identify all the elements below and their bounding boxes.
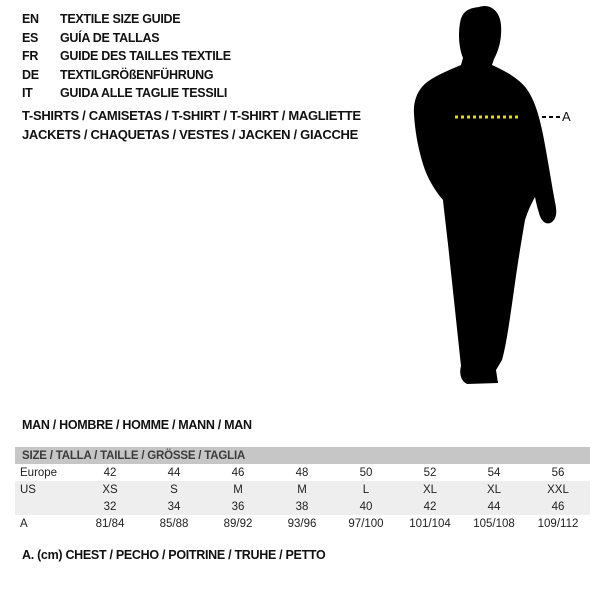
table-cell: 46 — [231, 466, 245, 479]
language-row — [22, 29, 231, 48]
language-name: GUÍA DE TALLAS — [60, 30, 160, 45]
table-cell: 52 — [423, 466, 437, 479]
table-row — [15, 481, 590, 498]
table-row — [15, 464, 590, 481]
table-cell: 38 — [295, 500, 309, 513]
table-cell: XXL — [547, 483, 569, 496]
table-cell: 105/108 — [473, 517, 515, 530]
language-code: DE — [22, 67, 39, 82]
table-cell: 44 — [487, 500, 501, 513]
language-row — [22, 10, 231, 29]
table-cell: 50 — [359, 466, 373, 479]
table-cell: 89/92 — [223, 517, 253, 530]
category-line-jackets: JACKETS / CHAQUETAS / VESTES / JACKEN / GIACCHE — [22, 127, 358, 142]
table-cell: 42 — [103, 466, 117, 479]
table-cell: 46 — [551, 500, 565, 513]
language-list — [22, 10, 231, 103]
language-row — [22, 84, 231, 103]
language-code: FR — [22, 49, 39, 64]
table-cell: 36 — [231, 500, 245, 513]
table-cell: 32 — [103, 500, 117, 513]
table-cell: XS — [102, 483, 118, 496]
row-label: Europe — [20, 466, 58, 479]
row-label: US — [20, 483, 36, 496]
table-cell: 48 — [295, 466, 309, 479]
category-line-tshirts: T-SHIRTS / CAMISETAS / T-SHIRT / T-SHIRT / MAGLIETTE — [22, 108, 361, 123]
table-row — [15, 498, 590, 515]
table-cell: M — [233, 483, 243, 496]
table-cell: 56 — [551, 466, 565, 479]
language-name: GUIDE DES TAILLES TEXTILE — [60, 49, 231, 64]
table-cell: M — [297, 483, 307, 496]
table-cell: 101/104 — [409, 517, 451, 530]
table-cell: 54 — [487, 466, 501, 479]
size-table-body — [15, 464, 590, 532]
man-silhouette-figure — [400, 0, 600, 390]
footnote-chest: A. (cm) CHEST / PECHO / POITRINE / TRUHE / PETTO — [22, 548, 326, 562]
language-name: TEXTILE SIZE GUIDE — [60, 12, 181, 27]
language-row — [22, 66, 231, 85]
language-row — [22, 47, 231, 66]
table-cell: 81/84 — [95, 517, 125, 530]
size-table — [15, 447, 590, 532]
table-cell: 40 — [359, 500, 373, 513]
language-name: GUIDA ALLE TAGLIE TESSILI — [60, 86, 228, 101]
row-label: A — [20, 517, 28, 530]
table-cell: L — [362, 483, 370, 496]
size-table-header: SIZE / TALLA / TAILLE / GRÖSSE / TAGLIA — [15, 447, 590, 464]
table-cell: 44 — [167, 466, 181, 479]
language-code: EN — [22, 12, 39, 27]
table-cell: 93/96 — [287, 517, 317, 530]
language-code: ES — [22, 30, 39, 45]
table-row — [15, 515, 590, 532]
man-silhouette — [414, 6, 556, 384]
measure-label-a: A — [562, 109, 571, 124]
table-cell: 109/112 — [537, 517, 579, 530]
table-cell: 97/100 — [348, 517, 384, 530]
section-title-man: MAN / HOMBRE / HOMME / MANN / MAN — [22, 418, 252, 432]
language-code: IT — [22, 86, 33, 101]
language-name: TEXTILGRÖßENFÜHRUNG — [60, 67, 214, 82]
category-block — [22, 106, 361, 144]
table-cell: 85/88 — [159, 517, 189, 530]
table-cell: 42 — [423, 500, 437, 513]
table-cell: XL — [422, 483, 438, 496]
table-cell: S — [170, 483, 178, 496]
table-cell: XL — [486, 483, 502, 496]
table-cell: 34 — [167, 500, 181, 513]
